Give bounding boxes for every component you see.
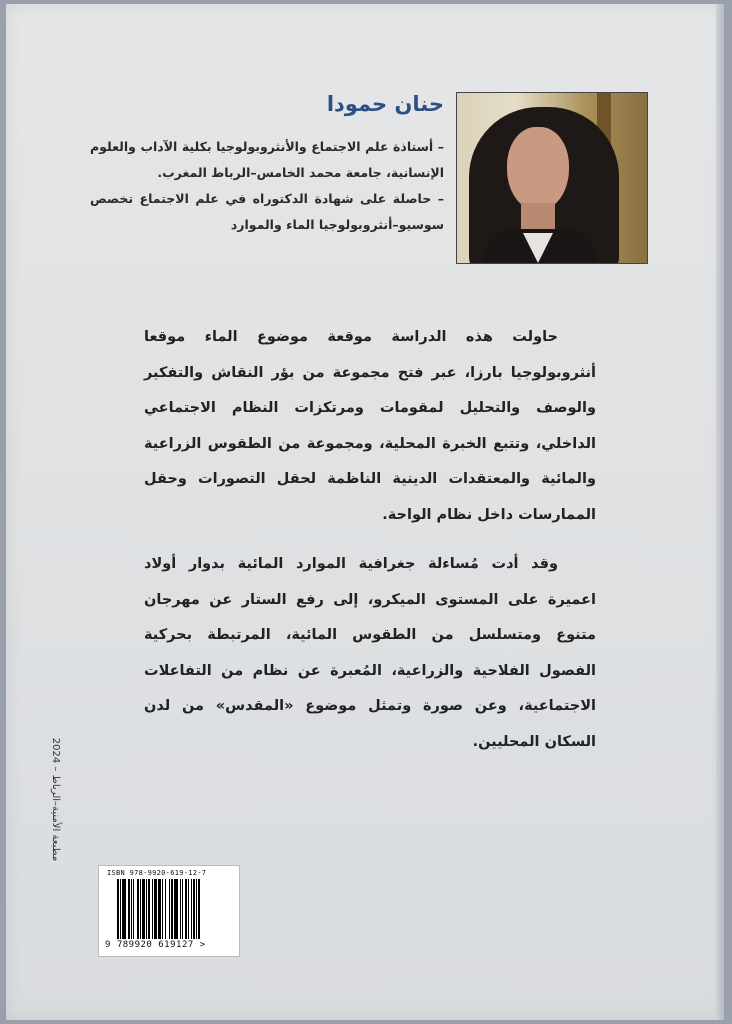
blurb-paragraph-1: حاولت هذه الدراسة موقعة موضوع الماء موقعا أنثروبولوجيا بارزا، عبر فتح مجموعة من بؤر النقاش والتفكير والوصف والتحليل لمقومات ومرتكزات النظام الاجتماعي الداخلي، وتتبع الخبرة المحلية، ومجموعة من الطقوس الزراعية والمائية والمعتقدات الدينية الناظمة لحقل التصورات وحقل الممارسات داخل نظام الواحة. bbox=[144, 329, 596, 523]
barcode-gap bbox=[200, 879, 202, 939]
publisher-imprint-text: مطبعة الأمنية–الرباط – 2024 bbox=[50, 737, 62, 861]
bio-line-degree: – حاصلة على شهادة الدكتوراه في علم الاجتماع تخصص سوسيو–أنثروبولوجيا الماء والموارد bbox=[90, 191, 444, 232]
barcode-digits: 9 789920 619127 > bbox=[105, 940, 206, 950]
barcode-bars bbox=[117, 879, 229, 939]
bio-line-position: – أستاذة علم الاجتماع والأنثروبولوجيا بكلية الآداب والعلوم الإنسانية، جامعة محمد الخامس–الرباط المغرب. bbox=[90, 139, 444, 180]
cover-edge bbox=[716, 4, 724, 1020]
blurb-paragraph-2: وقد أدت مُساءلة جغرافية الموارد المائية بدوار أولاد اعميرة على المستوى الميكرو، إلى رفع الستار عن مهرجان متنوع ومتسلسل من الطقوس المائية، المرتبطة بحركية الفصول الفلاحية والزراعية، المُعبرة عن نظام من التفاعلات الاجتماعية، وعن صورة وتمثل موضوع «المقدس» من لدن السكان المحليين. bbox=[144, 556, 596, 750]
book-blurb bbox=[144, 320, 596, 774]
photo-face bbox=[507, 127, 569, 211]
barcode bbox=[98, 865, 240, 957]
isbn-label: ISBN 978-9920-619-12-7 bbox=[107, 869, 207, 877]
publisher-imprint bbox=[46, 739, 66, 859]
author-name: حنان حمودا bbox=[326, 92, 444, 116]
author-bio bbox=[90, 134, 444, 238]
back-cover bbox=[6, 4, 724, 1020]
author-photo bbox=[456, 92, 648, 264]
